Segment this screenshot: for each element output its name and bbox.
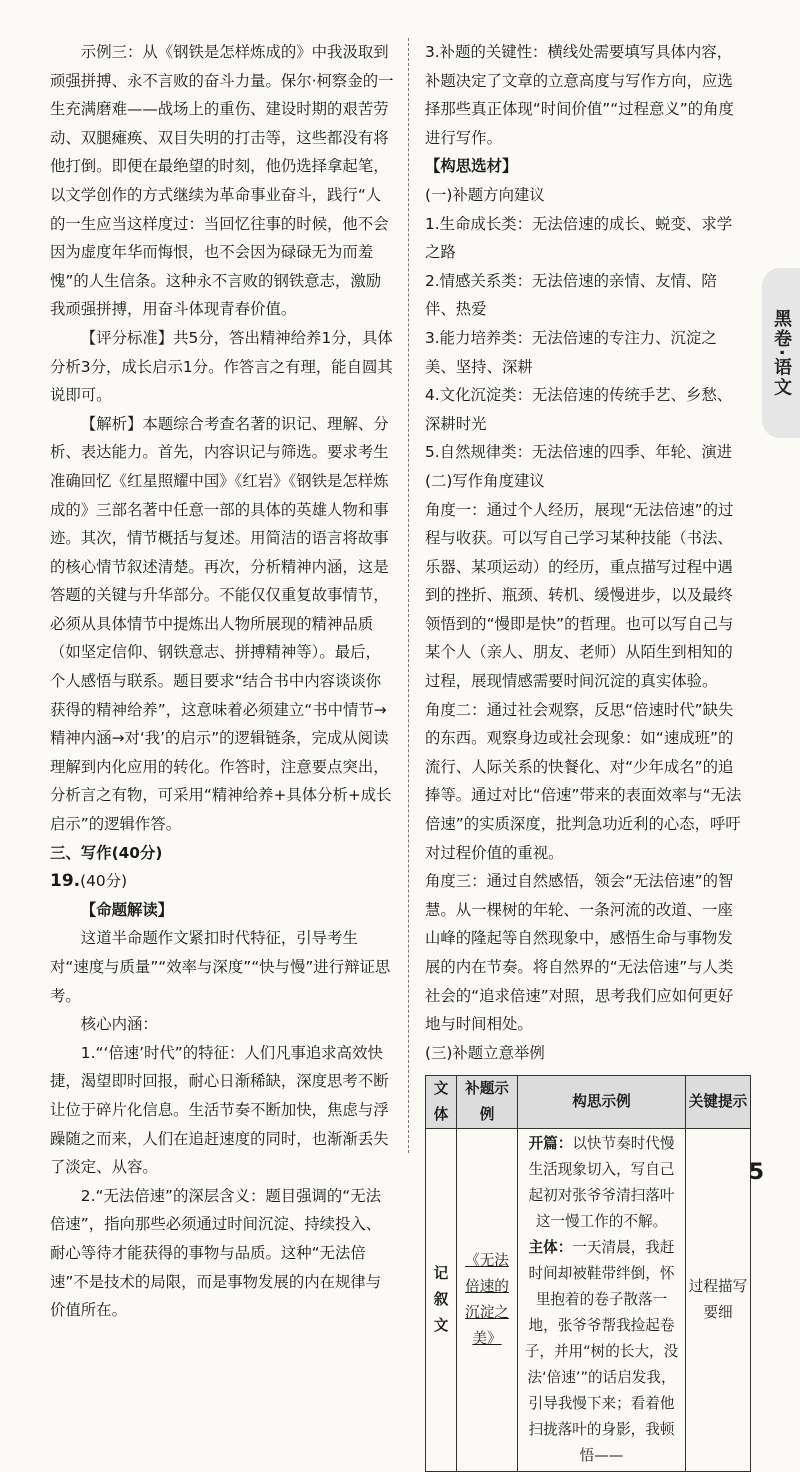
opening-label: 开篇： [528, 1135, 573, 1153]
genre-cell: 记叙文 [426, 1129, 457, 1472]
table-header-row [426, 1076, 751, 1129]
core-point-2: 2.“无法倍速”的深层含义：题目强调的“无法倍速”，指向那些必须通过时间沉淀、持续投入、耐心等待才能获得的事物与品质。这种“无法倍速”不是技术的局限，而是事物发展的内在规律与价值所在。 [50, 1186, 382, 1320]
angle-one: 角度一：通过个人经历，展现“无法倍速”的过程与收获。可以写自己学习某种技能（书法、乐器、某项运动）的经历，重点描写过程中遇到的挫折、瓶颈、转机、缓慢进步，以及最终领悟到的“慢即是快”的哲理。也可以写自己与某个人（亲人、朋友、老师）从陌生到相知的过程，展现情感需要时间沉淀的真实体验。 [425, 500, 734, 691]
core-heading: 核心内涵： [80, 1015, 158, 1034]
left-column [50, 38, 394, 1325]
body-label: 主体： [528, 1239, 573, 1257]
topic-example-heading: (三)补题立意举例 [425, 1043, 545, 1062]
scoring-standard: 【评分标准】共5分，答出精神给养1分，具体分析3分，成长启示1分。作答言之有理，能自圆其说即可。 [50, 328, 393, 405]
body-text: 一天清晨，我赶时间却被鞋带绊倒，怀里抱着的卷子散落一地，张爷爷帮我捡起卷子，并用“树的长大，没法‘倍速’”的话启发我，引导我慢下来；看着他扫拢落叶的身影，我顿悟—— [524, 1239, 679, 1465]
topic-example-table [425, 1075, 751, 1472]
column-divider [408, 38, 409, 1153]
direction-item: 4.文化沉淀类：无法倍速的传统手艺、乡愁、深耕时光 [425, 386, 733, 433]
angle-two: 角度二：通过社会观察，反思“倍速时代”缺失的东西。观察身边或社会现象：如“速成班”的流行、人际关系的快餐化、对“少年成名”的追捧等。通过对比“倍速”带来的表面效率与“无法倍速”的实质深度，批判急功近利的心态，呼吁对过程价值的重视。 [425, 700, 742, 862]
direction-heading: (一)补题方向建议 [425, 185, 545, 204]
right-column [425, 38, 747, 1472]
example-title: 《无法倍速的沉淀之美》 [465, 1252, 509, 1348]
example-three-paragraph: 示例三：从《钢铁是怎样炼成的》中我汲取到顽强拼搏、永不言败的奋斗力量。保尔·柯察金的一生充满磨难——战场上的重伤、建设时期的艰苦劳动、双腿瘫痪、双目失明的打击等，这些都没有将他打倒。即便在最绝望的时刻，他仍选择拿起笔，以文学创作的方式继续为革命事业奋斗，践行“人的一生应当这样度过：当回忆往事的时候，他不会因为虚度年华而悔恨，也不会因为碌碌无为而羞愧”的人生信条。这种永不言败的钢铁意志，激励我顽强拼搏，用奋斗体现青春价值。 [50, 43, 394, 319]
idea-cell [518, 1129, 686, 1472]
direction-item: 3.能力培养类：无法倍速的专注力、沉淀之美、坚持、深耕 [425, 328, 717, 376]
question-score: (40分) [80, 872, 128, 891]
table-header: 补题示例 [457, 1076, 518, 1129]
core-point-3: 3.补题的关键性：横线处需要填写具体内容，补题决定了文章的立意高度与写作方向，应选择那些真正体现“时间价值”“过程意义”的角度进行写作。 [425, 43, 734, 147]
example-title-cell [457, 1129, 518, 1472]
writing-section-heading: 三、写作(40分) [50, 843, 163, 862]
angle-heading: (二)写作角度建议 [425, 471, 545, 490]
interpretation-paragraph: 这道半命题作文紧扣时代特征，引导考生对“速度与质量”“效率与深度”“快与慢”进行辩证思考。 [50, 929, 391, 1005]
direction-item: 2.情感关系类：无法倍速的亲情、友情、陪伴、热爱 [425, 271, 717, 319]
direction-item: 5.自然规律类：无法倍速的四季、年轮、演进 [425, 443, 733, 462]
question-number: 19. [50, 871, 81, 892]
core-point-1: 1.“‘倍速’时代”的特征：人们凡事追求高效快捷，渴望即时回报，耐心日渐稀缺，深度思考不断让位于碎片化信息。生活节奏不断加快，焦虑与浮躁随之而来，人们在追赶速度的同时，也渐渐丢失了淡定、从容。 [50, 1043, 389, 1177]
question-19-line [50, 867, 394, 896]
tip-cell: 过程描写要细 [686, 1129, 751, 1472]
table-header: 构思示例 [518, 1076, 686, 1129]
interpretation-heading: 【命题解读】 [80, 900, 174, 919]
direction-item: 1.生命成长类：无法倍速的成长、蜕变、求学之路 [425, 214, 733, 262]
table-header: 关键提示 [686, 1076, 751, 1129]
table-row [426, 1129, 751, 1472]
subject-side-tab: 黑卷·语文 [762, 268, 800, 438]
material-heading: 【构思选材】 [425, 157, 518, 176]
analysis-paragraph: 【解析】本题综合考查名著的识记、理解、分析、表达能力。首先，内容识记与筛选。要求考生准确回忆《红星照耀中国》《红岩》《钢铁是怎样炼成的》三部名著中任意一部的具体的英雄人物和事迹。其次，情节概括与复述。用简洁的语言将故事的核心情节叙述清楚。再次，分析精神内涵，这是答题的关键与升华部分。不能仅仅重复故事情节，必须从具体情节中提炼出人物所展现的精神品质（如坚定信仰、钢铁意志、拼搏精神等）。最后，个人感悟与联系。题目要求“结合书中内容谈谈你获得的精神给养”，这意味着必须建立“书中情节→精神内涵→对‘我’的启示”的逻辑链条，完成从阅读理解到内化应用的转化。作答时，注意要点突出，分析言之有物，可采用“精神给养+具体分析+成长启示”的逻辑作答。 [50, 414, 392, 834]
opening-text: 以快节奏时代慢生活现象切入，写自己起初对张爷爷清扫落叶这一慢工作的不解。 [528, 1135, 675, 1231]
angle-three: 角度三：通过自然感悟，领会“无法倍速”的智慧。从一棵树的年轮、一条河流的改道、一座山峰的隆起等自然现象中，感悟生命与事物发展的内在节奏。将自然界的“无法倍速”与人类社会的“追求倍速”对照，思考我们应如何更好地与时间相处。 [425, 872, 734, 1034]
table-header: 文体 [426, 1076, 457, 1129]
page-number: 5 [748, 1160, 764, 1185]
